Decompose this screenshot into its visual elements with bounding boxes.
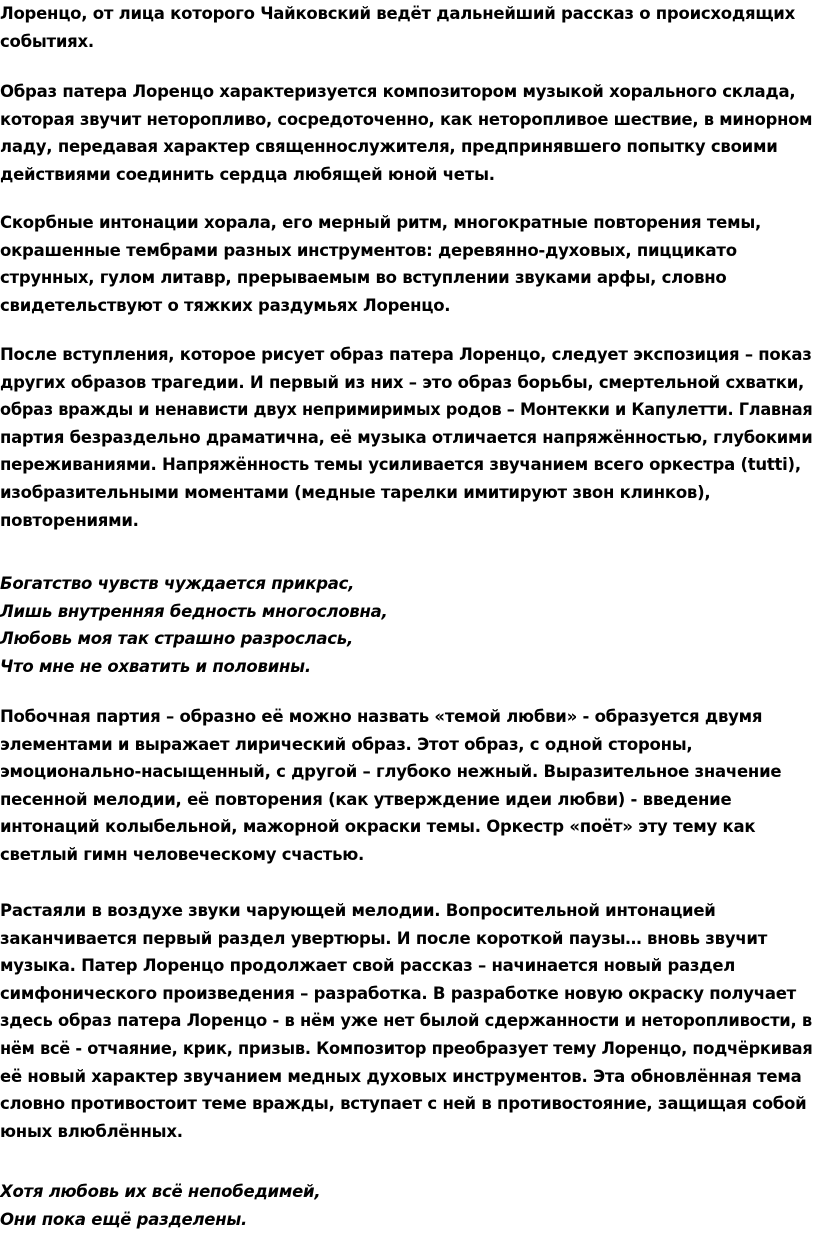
poem-line: Богатство чувств чуждается прикрас, xyxy=(0,574,355,593)
text-line: её новый характер звучанием медных духовых инструментов. Эта обновлённая тема xyxy=(0,1066,802,1086)
poem-line: Хотя любовь их всё непобедимей, xyxy=(0,1182,321,1201)
text-line: ладу, передавая характер священнослужителя, предпринявшего попытку своими xyxy=(0,137,778,157)
text-line: здесь образ патера Лоренцо - в нём уже нет былой сдержанности и неторопливости, в xyxy=(0,1011,812,1031)
poem-line: Они пока ещё разделены. xyxy=(0,1209,248,1229)
paragraph-lorenzo-image xyxy=(0,78,816,188)
text-line: окрашенные тембрами разных инструментов: деревянно-духовых, пиццикато xyxy=(0,240,737,260)
text-line: струнных, гулом литавр, прерываемым во вступлении звуками арфы, словно xyxy=(0,268,727,288)
text-line: музыка. Патер Лоренцо продолжает свой рассказ – начинается новый раздел xyxy=(0,956,736,976)
text-line: образ вражды и ненависти двух непримиримых родов – Монтекки и Капулетти. Главная xyxy=(0,400,813,420)
text-line: заканчивается первый раздел увертюры. И после короткой паузы… вновь звучит xyxy=(0,928,768,948)
poem-line: Любовь моя так страшно разрослась, xyxy=(0,629,353,649)
text-line: После вступления, которое рисует образ патера Лоренцо, следует экспозиция – показ xyxy=(0,345,812,364)
text-line: песенной мелодии, её повторения (как утверждение идеи любви) - введение xyxy=(0,789,732,809)
text-line: других образов трагедии. И первый из них – это образ борьбы, смертельной схватки, xyxy=(0,372,805,392)
text-line: интонаций колыбельной, мажорной окраски темы. Оркестр «поёт» эту тему как xyxy=(0,817,756,837)
poem-quote-1 xyxy=(0,570,388,680)
text-line: Образ патера Лоренцо характеризуется композитором музыкой хорального склада, xyxy=(0,82,796,101)
poem-line: Лишь внутренняя бедность многословна, xyxy=(0,601,388,621)
text-line: изобразительными моментами (медные тарелки имитируют звон клинков), xyxy=(0,482,711,502)
poem-line: Что мне не охватить и половины. xyxy=(0,656,311,676)
poem-quote-2 xyxy=(0,1178,320,1233)
text-line: которая звучит неторопливо, сосредоточенно, как неторопливое шествие, в минорном xyxy=(0,109,813,129)
paragraph-intro-continuation xyxy=(0,0,795,55)
text-line: Лоренцо, от лица которого Чайковский ведёт дальнейший рассказ о происходящих xyxy=(0,4,796,23)
text-line: Растаяли в воздухе звуки чарующей мелодии. Вопросительной интонацией xyxy=(0,901,716,920)
text-line: светлый гимн человеческому счастью. xyxy=(0,844,365,864)
text-line: событиях. xyxy=(0,31,94,51)
text-line: словно противостоит теме вражды, вступает с ней в противостояние, защищая собой xyxy=(0,1094,807,1114)
text-line: Побочная партия – образно её можно назвать «темой любви» - образуется двумя xyxy=(0,707,763,726)
paragraph-development xyxy=(0,897,816,1145)
text-line: свидетельствуют о тяжких раздумьях Лоренцо. xyxy=(0,295,451,315)
text-line: переживаниями. Напряжённость темы усиливается звучанием всего оркестра (tutti), xyxy=(0,455,801,475)
text-line: партия безраздельно драматична, её музыка отличается напряжённостью, глубокими xyxy=(0,427,813,447)
text-line: симфонического произведения – разработка. В разработке новую окраску получает xyxy=(0,983,796,1003)
text-line: элементами и выражает лирический образ. Этот образ, с одной стороны, xyxy=(0,734,693,754)
paragraph-exposition xyxy=(0,341,816,534)
text-line: эмоционально-насыщенный, с другой – глубоко нежный. Выразительное значение xyxy=(0,762,782,782)
paragraph-secondary-theme xyxy=(0,703,781,869)
text-line: действиями соединить сердца любящей юной четы. xyxy=(0,164,495,184)
text-line: повторениями. xyxy=(0,510,139,530)
text-line: юных влюблённых. xyxy=(0,1121,183,1141)
text-line: Скорбные интонации хорала, его мерный ритм, многократные повторения темы, xyxy=(0,213,762,232)
text-line: нём всё - отчаяние, крик, призыв. Композитор преобразует тему Лоренцо, подчёркивая xyxy=(0,1038,813,1058)
paragraph-chorale-intonations xyxy=(0,209,761,319)
